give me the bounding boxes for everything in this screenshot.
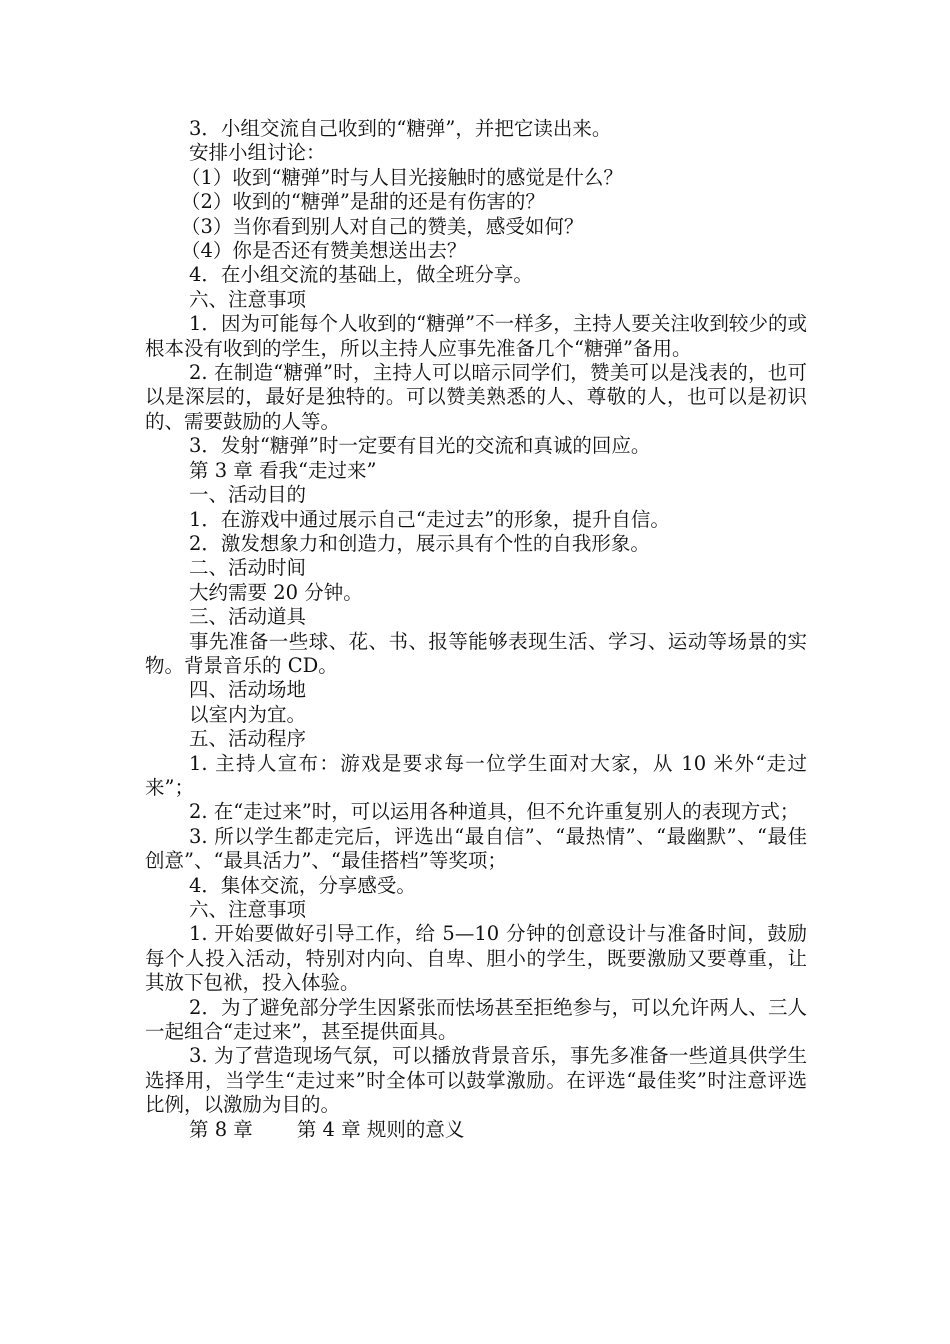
paragraph: 3. 为了营造现场气氛，可以播放背景音乐，事先多准备一些道具供学生选择用，当学生“走过来”时全体可以鼓掌激励。在评选“最佳奖”时注意评选比例，以激励为目的。 [145, 1044, 807, 1117]
text-line: 4．集体交流，分享感受。 [189, 873, 416, 897]
paragraph: 2．为了避免部分学生因紧张而怯场甚至拒绝参与，可以允许两人、三人一起组合“走过来”，甚至提供面具。 [145, 995, 807, 1044]
text-line: （2）收到的“糖弹”是甜的还是有伤害的？ [181, 190, 545, 214]
chapter-heading-line [145, 1118, 807, 1142]
text-line: 4．在小组交流的基础上，做全班分享。 [189, 263, 533, 287]
paragraph: 事先准备一些球、花、书、报等能够表现生活、学习、运动等场景的实物。背景音乐的 CD。 [145, 629, 807, 677]
paragraph: 2. 在“走过来”时，可以运用各种道具，但不允许重复别人的表现方式； [189, 800, 800, 824]
section-heading: 六、注意事项 [189, 287, 307, 311]
text-line: 3．发射“糖弹”时一定要有目光的交流和真诚的回应。 [189, 434, 651, 458]
text-line: 1．在游戏中通过展示自己“走过去”的形象，提升自信。 [189, 507, 670, 531]
paragraph: 1. 开始要做好引导工作，给 5—10 分钟的创意设计与准备时间，鼓励每个人投入活动，特别对内向、自卑、胆小的学生，既要激励又要尊重，让其放下包袱，投入体验。 [145, 922, 807, 995]
paragraph: 1. 主持人宣布：游戏是要求每一位学生面对大家，从 10 米外“走过来”； [145, 751, 807, 799]
chapter-title: 第 4 章 规则的意义 [296, 1117, 465, 1141]
text-line: 3．小组交流自己收到的“糖弹”，并把它读出来。 [189, 117, 612, 140]
section-heading: 四、活动场地 [189, 678, 307, 702]
section-heading: 六、注意事项 [189, 898, 307, 921]
text-line: （1）收到“糖弹”时与人目光接触时的感觉是什么？ [181, 165, 623, 189]
chapter-heading: 第 3 章 看我“走过来” [189, 458, 377, 482]
chapter-number: 第 8 章 [189, 1117, 253, 1141]
text-line: （3）当你看到别人对自己的赞美，感受如何？ [181, 214, 584, 238]
section-heading: 一、活动目的 [189, 483, 307, 507]
paragraph: 1．因为可能每个人收到的“糖弹”不一样多，主持人要关注收到较少的或根本没有收到的学生，所以主持人应事先准备几个“糖弹”备用。 [145, 312, 807, 360]
paragraph: 2. 在制造“糖弹”时，主持人可以暗示同学们，赞美可以是浅表的，也可以是深层的，最好是独特的。可以赞美熟悉的人、尊敬的人，也可以是初识的、需要鼓励的人等。 [145, 361, 807, 433]
document-page [145, 117, 807, 1142]
text-line: 2．激发想象力和创造力，展示具有个性的自我形象。 [189, 531, 650, 555]
text-line: （4）你是否还有赞美想送出去？ [181, 239, 467, 263]
section-heading: 三、活动道具 [189, 605, 307, 629]
section-heading: 五、活动程序 [189, 727, 307, 751]
section-heading: 二、活动时间 [189, 556, 307, 580]
text-line: 以室内为宜。 [189, 702, 307, 726]
text-line: 大约需要 20 分钟。 [189, 580, 363, 604]
paragraph: 3. 所以学生都走完后，评选出“最自信”、“最热情”、“最幽默”、“最佳创意”、“最具活力”、“最佳搭档”等奖项； [145, 824, 807, 873]
text-line: 安排小组讨论： [189, 141, 326, 165]
